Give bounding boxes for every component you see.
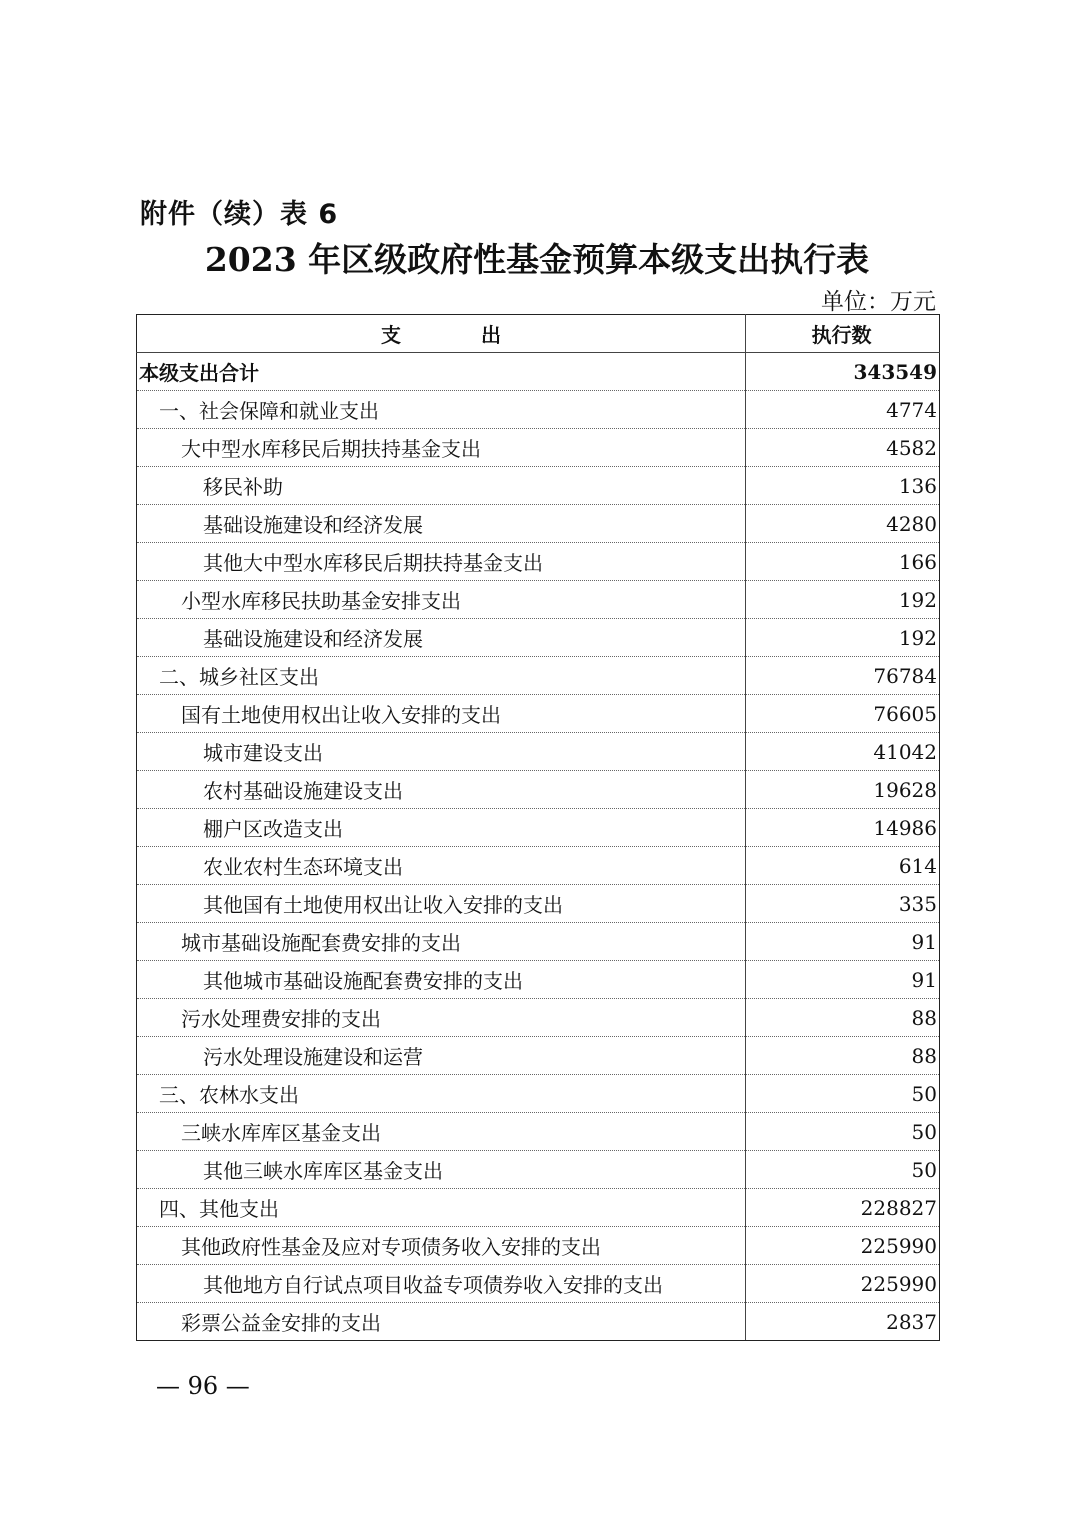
page-title: 2023 年区级政府性基金预算本级支出执行表 [204,240,870,279]
table-row [137,429,940,467]
row-value: 335 [746,885,940,923]
row-value: 91 [746,961,940,999]
row-value: 91 [746,923,940,961]
row-label: 其他大中型水库移民后期扶持基金支出 [137,543,746,581]
row-label: 污水处理费安排的支出 [137,999,746,1037]
row-label: 农村基础设施建设支出 [137,771,746,809]
table-row [137,353,940,391]
table-row [137,619,940,657]
row-value: 88 [746,1037,940,1075]
row-value: 4280 [746,505,940,543]
row-value: 41042 [746,733,940,771]
row-value: 88 [746,999,940,1037]
row-label: 其他城市基础设施配套费安排的支出 [137,961,746,999]
row-label: 其他三峡水库库区基金支出 [137,1151,746,1189]
row-value: 19628 [746,771,940,809]
row-label: 国有土地使用权出让收入安排的支出 [137,695,746,733]
row-label: 其他地方自行试点项目收益专项债券收入安排的支出 [137,1265,746,1303]
row-value: 50 [746,1151,940,1189]
table-row [137,1303,940,1341]
table-row [137,467,940,505]
row-label: 农业农村生态环境支出 [137,847,746,885]
row-value: 2837 [746,1303,940,1341]
row-label: 大中型水库移民后期扶持基金支出 [137,429,746,467]
row-value: 4774 [746,391,940,429]
expenditure-table [136,314,940,1341]
row-value: 192 [746,581,940,619]
table-row [137,1189,940,1227]
column-header-amount: 执行数 [746,315,940,353]
row-label: 污水处理设施建设和运营 [137,1037,746,1075]
row-label: 城市建设支出 [137,733,746,771]
unit-label: 单位：万元 [821,289,936,315]
row-label: 三峡水库库区基金支出 [137,1113,746,1151]
table-row [137,1037,940,1075]
row-value: 343549 [746,353,940,391]
column-header-expenditure: 支 出 [137,315,746,353]
table-row [137,999,940,1037]
row-label: 棚户区改造支出 [137,809,746,847]
row-value: 225990 [746,1265,940,1303]
row-value: 14986 [746,809,940,847]
table-row [137,695,940,733]
table-row [137,1075,940,1113]
attachment-label: 附件（续）表 6 [140,199,339,230]
row-value: 136 [746,467,940,505]
row-label: 四、其他支出 [137,1189,746,1227]
row-label: 本级支出合计 [137,353,746,391]
table-body [137,353,940,1341]
row-label: 其他国有土地使用权出让收入安排的支出 [137,885,746,923]
table-row [137,923,940,961]
table-row [137,961,940,999]
table-row [137,733,940,771]
table-row [137,847,940,885]
table-row [137,1227,940,1265]
row-value: 50 [746,1113,940,1151]
page-number: — 96 — [156,1372,250,1400]
row-label: 彩票公益金安排的支出 [137,1303,746,1341]
table-row [137,543,940,581]
row-label: 一、社会保障和就业支出 [137,391,746,429]
row-label: 城市基础设施配套费安排的支出 [137,923,746,961]
table-row [137,657,940,695]
table-row [137,505,940,543]
row-value: 50 [746,1075,940,1113]
row-value: 166 [746,543,940,581]
table-row [137,1265,940,1303]
row-value: 225990 [746,1227,940,1265]
row-label: 三、农林水支出 [137,1075,746,1113]
row-value: 4582 [746,429,940,467]
row-label: 移民补助 [137,467,746,505]
row-value: 76784 [746,657,940,695]
row-label: 其他政府性基金及应对专项债务收入安排的支出 [137,1227,746,1265]
row-label: 二、城乡社区支出 [137,657,746,695]
table-row [137,1151,940,1189]
table-row [137,1113,940,1151]
row-value: 76605 [746,695,940,733]
row-value: 614 [746,847,940,885]
row-value: 228827 [746,1189,940,1227]
row-label: 基础设施建设和经济发展 [137,505,746,543]
table-header-row [137,315,940,353]
table-row [137,391,940,429]
row-label: 小型水库移民扶助基金安排支出 [137,581,746,619]
row-value: 192 [746,619,940,657]
row-label: 基础设施建设和经济发展 [137,619,746,657]
table-row [137,581,940,619]
table-row [137,809,940,847]
table-row [137,885,940,923]
table-row [137,771,940,809]
